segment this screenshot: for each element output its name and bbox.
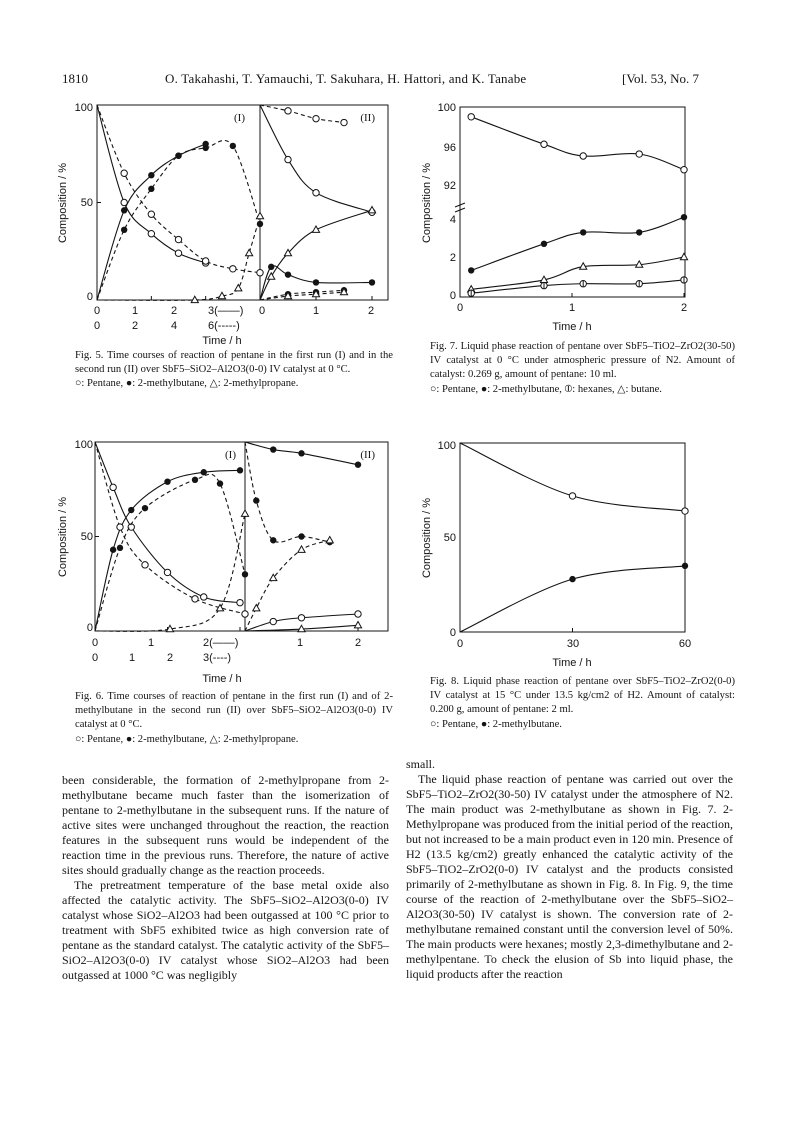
fig5-p1-dashed-pentane-point-6 (257, 270, 263, 276)
fig5-caption (75, 349, 393, 392)
figure-7 (415, 95, 720, 340)
fig8-xtick-60: 60 (678, 638, 692, 650)
fig6-p1-solid-pentane-line (95, 442, 240, 603)
fig8-ytick-0: 0 (449, 627, 456, 639)
running-head-volume: [Vol. 53, No. 7 (622, 71, 700, 86)
fig7-xlabel: Time / h (552, 321, 592, 333)
fig5-p1-dashed-2-methylbutane-point-4 (202, 145, 208, 151)
fig5-p2-solid-pentane-point-1 (285, 156, 291, 162)
fig7-ylabel: Composition / % (421, 162, 433, 244)
fig6-p2-dashed-2-methylpropane-point-1 (253, 605, 260, 611)
fig5-p2-xtick-0: 0 (258, 305, 266, 317)
fig6-ytick-50: 50 (80, 531, 93, 543)
fig7-xtick-1: 1 (568, 302, 576, 314)
fig6-p2-dashed-2-methylpropane-point-3 (298, 546, 305, 552)
fig6-caption-text: Fig. 6. Time courses of reaction of pentane in the first run (I) and of 2-methylbutane in the second run (II) over SbF5–SiO2–Al2O3(0-0) IV catalyst at 0 °C. (75, 691, 393, 731)
fig5-legend: ○: Pentane, ●: 2-methylbutane, △: 2-methylpropane. (75, 378, 299, 390)
fig7-legend: ○: Pentane, ●: 2-methylbutane, ⦶: hexanes, △: butane. (430, 383, 662, 395)
fig5-xtick-bottom-0: 0 (93, 320, 101, 332)
fig5-p2-solid-2-methylbutane-point-3 (313, 279, 319, 285)
fig7-2-methylbutane-line (471, 217, 684, 270)
fig6-p1-solid-pentane-point-5 (237, 599, 243, 605)
left-paragraph-1: been considerable, the formation of 2-methylpropane from 2-methylbutane became much faster than the isomerization of pentane to 2-methylbutane in the subsequent runs. If the nature of active sites were unchanged throughout the reaction, the reaction features in the subsequent runs would be independent of the reaction time in the previous runs. Therefore, the nature of active sites should gradually change as the reaction proceeds. (62, 773, 389, 877)
fig5-p1-solid-pentane-line (97, 105, 206, 263)
fig6-p2-solid-2-methylpropane-point-2 (354, 622, 361, 628)
fig6-p2-dashed-2-methylpropane-point-4 (326, 536, 333, 542)
fig8-pentane-point-2 (682, 508, 688, 514)
fig6-p2-dashed-2-methylbutane-line (245, 442, 330, 542)
fig5-ytick-100: 100 (74, 102, 93, 114)
page-number: 1810 (62, 71, 88, 86)
right-column-text (406, 757, 733, 982)
fig7-pentane-point-1 (541, 141, 547, 147)
fig5-p1-dashed-2-methylbutane-point-1 (121, 227, 127, 233)
fig5-p1-dashed-2-methylbutane-point-5 (230, 143, 236, 149)
fig5-p1-dashed-pentane-point-3 (175, 236, 181, 242)
fig6-p2-solid-pentane-point-1 (270, 446, 276, 452)
fig7-caption-text: Fig. 7. Liquid phase reaction of pentane over SbF5–TiO2–ZrO2(30-50) IV catalyst at 0 °C under atmospheric pressure of N2. Amount of catalyst: 0.269 g, amount of pentane: 10 ml. (430, 341, 735, 381)
fig5-p1-dashed-2-methylpropane-point-3 (235, 285, 242, 291)
fig6-xtick-top-1: 1 (147, 637, 155, 649)
fig5-ytick-50: 50 (80, 197, 93, 209)
fig8-ytick-100: 100 (437, 440, 456, 452)
fig6-xtick-bottom-3: 3(----) (203, 652, 232, 664)
fig5-xtick-top-3: 3(——) (208, 305, 244, 317)
fig5-p2-xtick-2: 2 (367, 305, 375, 317)
fig6-p1-dashed-2-methylbutane-point-3 (192, 477, 198, 483)
fig6-p1-solid-pentane-point-1 (110, 484, 116, 490)
fig5-p1-solid-pentane-point-2 (148, 231, 154, 237)
fig5-xtick-top-2: 2 (170, 305, 178, 317)
right-paragraph-2: The liquid phase reaction of pentane was carried out over the SbF5–TiO2–ZrO2(30-50) IV catalyst under the atmosphere of N2. The main product was 2-methylbutane as shown in Fig. 7. 2-Methylpropane was produced from the initial period of the reaction, but not increased to be a main product even in 120 min. Presence of H2 (13.5 kg/cm2) greatly enhanced the catalytic activity of the SbF5–TiO2–ZrO2(0-0) IV catalyst and the products consisted primarily of 2-methylbutane as shown in Fig. 8. In Fig. 9, the time course of the reaction of 2-methylbutane over the SbF5–SiO2–Al2O3(30-50) IV catalyst is shown. The conversion rate of 2-methylbutane remained constant until the conversion level of 50%. The main products were hexanes; mostly 2,3-dimethylbutane and 2-methylpentane. To check the elusion of Sb into liquid phase, the liquid products after the reaction (406, 772, 733, 981)
fig5-xtick-top-1: 1 (131, 305, 139, 317)
fig7-pentane-point-0 (468, 114, 474, 120)
fig6-p1-dashed-pentane-point-1 (117, 524, 123, 530)
fig6-p2-dashed-2-methylbutane-point-3 (298, 533, 304, 539)
fig8-caption (430, 675, 735, 732)
fig6-p2-solid-pentane-point-2 (298, 450, 304, 456)
fig5-p2-solid-2-methylpropane-point-1 (268, 273, 275, 279)
fig5-p1-solid-2-methylbutane-point-2 (148, 172, 154, 178)
fig6-p1-dashed-pentane-point-2 (142, 562, 148, 568)
fig5-p1-dashed-2-methylpropane-point-5 (256, 212, 263, 218)
fig7-ytick-96: 96 (443, 142, 456, 154)
fig5-p2-solid-2-methylbutane-point-2 (285, 271, 291, 277)
fig5-xtick-top-0: 0 (93, 305, 101, 317)
fig6-p1-dashed-2-methylbutane-point-5 (242, 571, 248, 577)
fig7-hexanes-point-3 (636, 281, 642, 287)
fig7-butane-line (471, 257, 684, 289)
fig7-ytick-0: 0 (449, 290, 456, 302)
fig6-p1-solid-pentane-point-3 (164, 569, 170, 575)
fig6-p1-dashed-2-methylbutane-point-1 (117, 545, 123, 551)
fig5-p1-dashed-2-methylbutane-point-3 (175, 153, 181, 159)
fig7-hexanes-line (471, 280, 684, 293)
fig6-p1-solid-pentane-point-4 (201, 594, 207, 600)
fig8-axes (460, 443, 685, 632)
fig6-p2-solid-2-methylbutane-point-2 (298, 615, 304, 621)
left-paragraph-2: The pretreatment temperature of the base metal oxide also affected the catalytic activity. The SbF5–SiO2–Al2O3(0-0) IV catalyst whose SiO2–Al2O3 had been outgassed at 100 °C prior to treatment with SbF5 exhibited twice as high conversion rate of pentane as the standard catalyst. The catalytic activity of the SbF5–SiO2–Al2O3(0-0) IV catalyst whose SiO2–Al2O3 had been outgassed at 1000 °C was negligibly (62, 878, 389, 982)
fig6-xtick-bottom-2: 2 (166, 652, 174, 664)
fig8-legend: ○: Pentane, ●: 2-methylbutane. (430, 718, 562, 730)
fig5-p2-solid-2-methylbutane-point-1 (268, 264, 274, 270)
fig8-xtick-30: 30 (566, 638, 580, 650)
fig7-2-methylbutane-point-1 (541, 241, 547, 247)
fig6-p2-dashed-2-methylpropane-line (245, 540, 330, 631)
fig5-p1-dashed-pentane-point-5 (230, 266, 236, 272)
fig7-axes (460, 107, 685, 297)
figure-8 (415, 433, 720, 673)
fig6-ylabel: Composition / % (57, 496, 69, 578)
fig6-p1-solid-2-methylbutane-point-3 (164, 478, 170, 484)
fig5-panel-label-1: (I) (234, 112, 245, 124)
fig6-p1-solid-2-methylbutane-point-4 (201, 469, 207, 475)
fig8-xlabel: Time / h (552, 657, 592, 669)
fig6-xtick-top-0: 0 (91, 637, 99, 649)
fig7-pentane-point-3 (636, 151, 642, 157)
fig6-p1-dashed-2-methylbutane-point-2 (142, 505, 148, 511)
fig6-p1-solid-2-methylbutane-point-1 (110, 547, 116, 553)
fig5-xtick-bottom-3: 6(-----) (208, 320, 240, 332)
left-column-text (62, 773, 389, 983)
fig6-xtick-top-2: 2(——) (203, 637, 239, 649)
fig6-caption (75, 690, 393, 747)
figure-6 (50, 432, 395, 687)
fig7-pentane-line (471, 117, 684, 170)
fig5-p1-dashed-2-methylpropane-point-4 (246, 249, 253, 255)
fig6-p2-solid-pentane-point-3 (355, 461, 361, 467)
figure-5 (50, 95, 395, 345)
running-head-authors: O. Takahashi, T. Yamauchi, T. Sakuhara, H. Hattori, and K. Tanabe (165, 71, 527, 86)
fig5-xtick-bottom-1: 2 (131, 320, 139, 332)
fig5-caption-text: Fig. 5. Time courses of reaction of pentane in the first run (I) and in the second run (II) over SbF5–SiO2–Al2O3(0-0) IV catalyst at 0 °C. (75, 350, 393, 376)
fig8-caption-text: Fig. 8. Liquid phase reaction of pentane over SbF5–TiO2–ZrO2(0-0) IV catalyst at 15 °C under 13.5 kg/cm2 of H2. Amount of catalyst: 0.200 g, amount of pentane: 2 ml. (430, 676, 735, 716)
fig8-2-methylbutane-point-2 (682, 563, 688, 569)
fig7-butane-point-4 (680, 253, 687, 259)
fig5-p1-dashed-pentane-line (97, 105, 260, 273)
fig5-panel-label-2: (II) (360, 112, 375, 124)
fig6-panel-label-1: (I) (225, 449, 236, 461)
fig8-ylabel: Composition / % (421, 497, 433, 579)
fig8-pentane-line (460, 443, 685, 511)
fig7-caption (430, 340, 735, 397)
fig7-xtick-2: 2 (680, 302, 688, 314)
fig6-p1-dashed-2-methylbutane-point-4 (217, 480, 223, 486)
fig6-xtick-bottom-0: 0 (91, 652, 99, 664)
fig7-2-methylbutane-point-2 (580, 229, 586, 235)
fig6-p2-xtick-1: 1 (296, 637, 304, 649)
fig6-xlabel: Time / h (202, 673, 242, 685)
fig6-p1-dashed-2-methylpropane-point-3 (241, 510, 248, 516)
fig7-ytick-2: 2 (449, 252, 456, 264)
fig5-p1-solid-pentane-point-3 (175, 250, 181, 256)
right-paragraph-1: small. (406, 757, 435, 771)
fig7-2-methylbutane-point-0 (468, 267, 474, 273)
fig6-ytick-0: 0 (86, 622, 93, 634)
fig6-p2-solid-2-methylbutane-point-1 (270, 618, 276, 624)
fig5-p2-dashed-pentane-line (260, 105, 344, 123)
fig6-p1-dashed-2-methylpropane-point-2 (216, 605, 223, 611)
fig6-xtick-bottom-1: 1 (128, 652, 136, 664)
fig7-hexanes-point-1 (541, 282, 547, 288)
fig5-p1-dashed-pentane-point-1 (121, 170, 127, 176)
fig5-ytick-0: 0 (86, 291, 93, 303)
fig5-p2-solid-2-methylpropane-line (260, 210, 372, 300)
fig6-panel-label-2: (II) (360, 449, 375, 461)
fig5-p2-xtick-1: 1 (312, 305, 320, 317)
fig7-ytick-92: 92 (443, 180, 456, 192)
fig5-ylabel: Composition / % (57, 162, 69, 244)
fig6-p2-dashed-2-methylbutane-point-2 (270, 537, 276, 543)
fig7-hexanes-point-2 (580, 281, 586, 287)
fig5-p1-dashed-2-methylbutane-point-2 (148, 186, 154, 192)
fig5-p2-solid-2-methylbutane-point-4 (369, 279, 375, 285)
fig6-p2-solid-2-methylbutane-point-3 (355, 611, 361, 617)
fig7-pentane-point-4 (681, 167, 687, 173)
fig5-p2-solid-pentane-point-2 (313, 190, 319, 196)
fig7-ytick-4: 4 (449, 214, 456, 226)
fig5-xtick-bottom-2: 4 (170, 320, 178, 332)
fig6-p2-dashed-2-methylbutane-point-1 (253, 497, 259, 503)
fig6-p1-solid-2-methylbutane-point-5 (237, 467, 243, 473)
fig8-2-methylbutane-point-1 (569, 576, 575, 582)
fig6-p2-xtick-2: 2 (354, 637, 362, 649)
fig7-2-methylbutane-point-3 (636, 229, 642, 235)
fig7-ytick-100: 100 (437, 102, 456, 114)
fig7-hexanes-point-0 (468, 290, 474, 296)
fig5-p1-dashed-pentane-point-2 (148, 211, 154, 217)
fig8-pentane-point-1 (569, 493, 575, 499)
fig6-p1-solid-2-methylbutane-point-2 (128, 507, 134, 513)
fig6-ytick-100: 100 (74, 439, 93, 451)
fig5-p1-dashed-pentane-point-4 (202, 258, 208, 264)
fig8-2-methylbutane-line (460, 566, 685, 632)
fig7-2-methylbutane-point-4 (681, 214, 687, 220)
fig6-p1-dashed-pentane-point-3 (192, 596, 198, 602)
fig5-p1-dashed-2-methylbutane-line (97, 140, 260, 300)
fig6-legend: ○: Pentane, ●: 2-methylbutane, △: 2-methylpropane. (75, 733, 299, 745)
fig5-p2-dashed-pentane-point-1 (285, 108, 291, 114)
fig8-xtick-0: 0 (456, 638, 464, 650)
fig8-ytick-50: 50 (443, 532, 456, 544)
fig7-hexanes-point-4 (681, 277, 687, 283)
fig5-p1-solid-2-methylbutane-point-1 (121, 207, 127, 213)
fig5-p2-dashed-pentane-point-2 (313, 115, 319, 121)
fig5-xlabel: Time / h (202, 335, 242, 345)
fig5-p2-dashed-pentane-point-3 (341, 119, 347, 125)
fig7-pentane-point-2 (580, 153, 586, 159)
fig7-xtick-0: 0 (456, 302, 464, 314)
fig6-p1-dashed-pentane-point-4 (242, 611, 248, 617)
